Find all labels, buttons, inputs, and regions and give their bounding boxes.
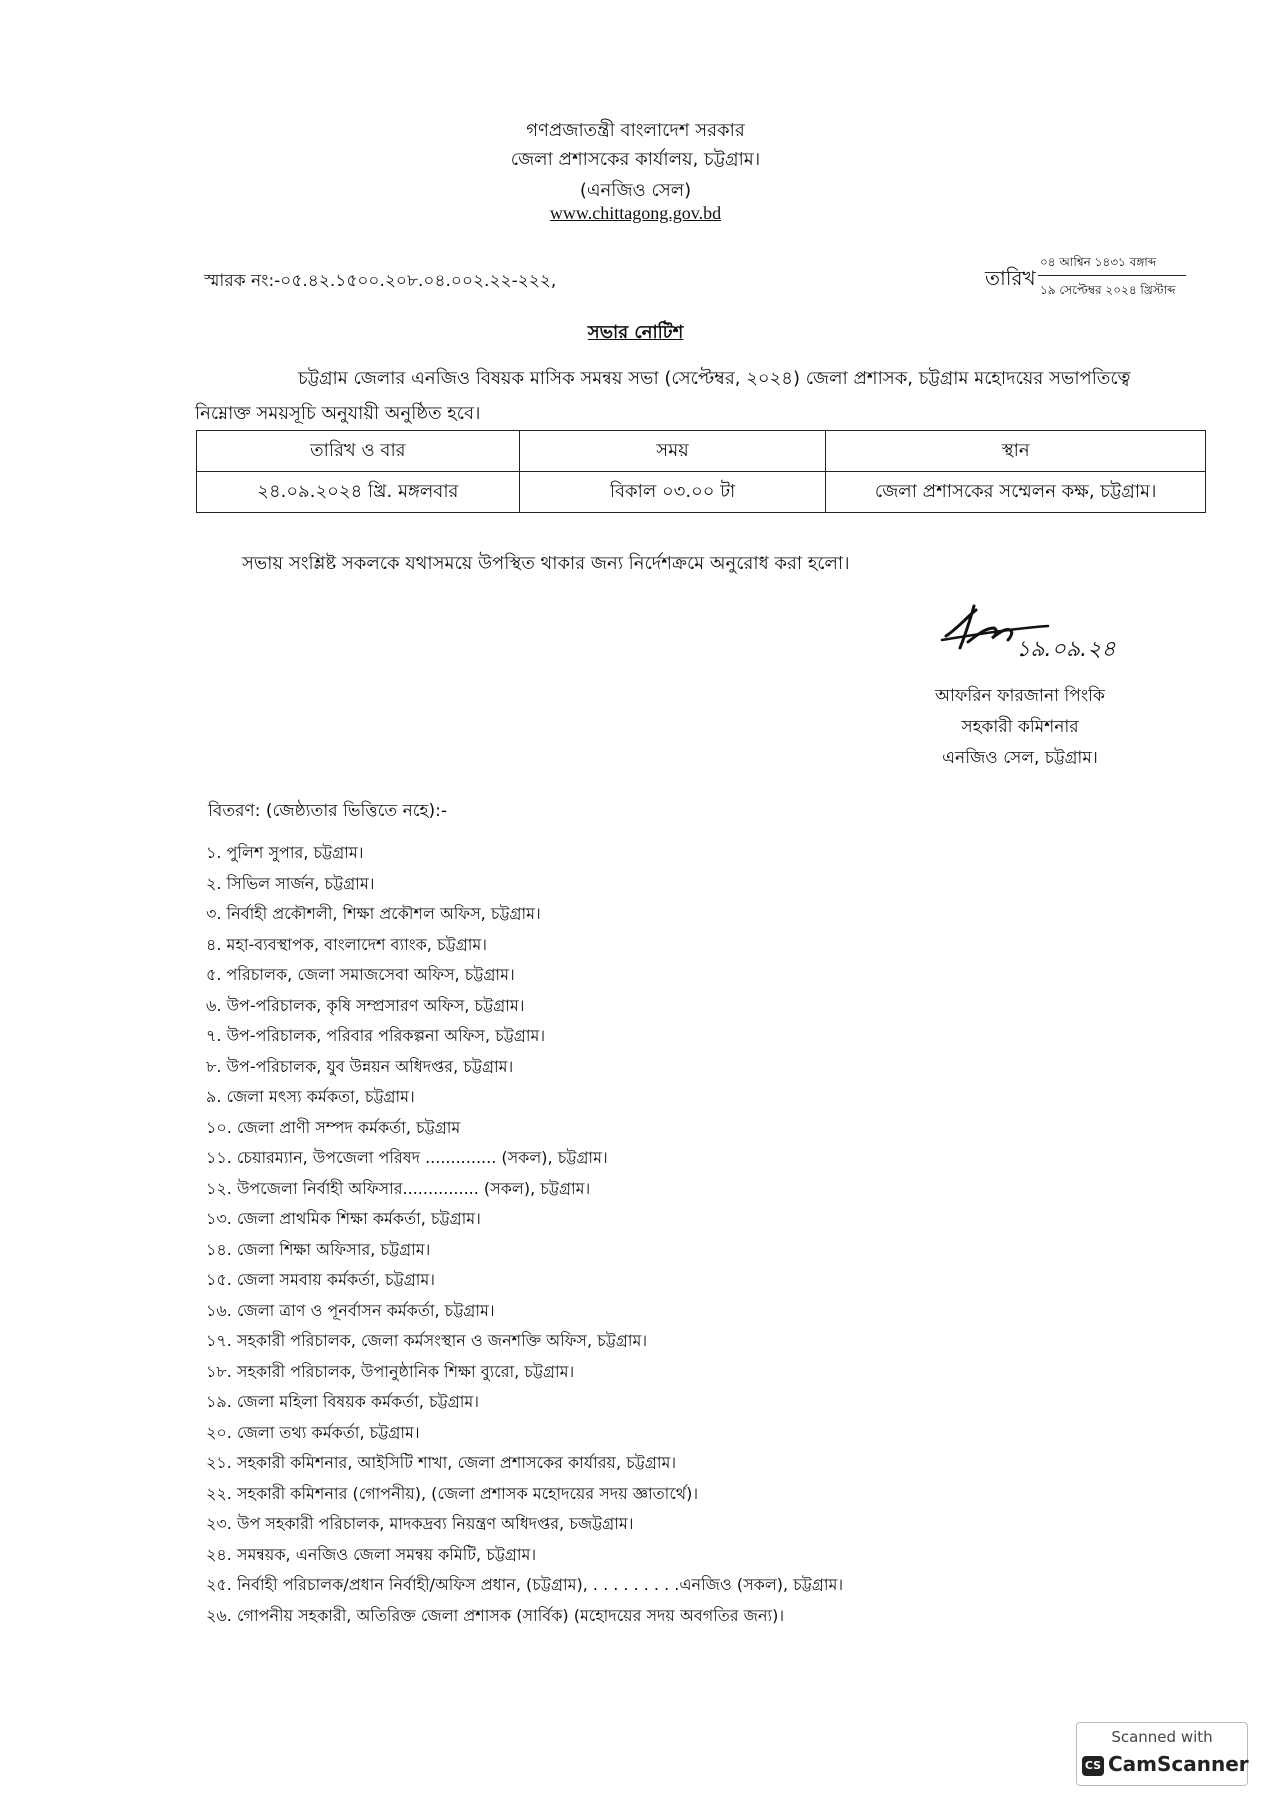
date-bangla: ০৪ আশ্বিন ১৪৩১ বঙ্গাব্দ <box>1040 255 1157 269</box>
camscanner-logo-icon: CS <box>1082 1756 1104 1776</box>
list-item: ১৯. জেলা মহিলা বিষয়ক কর্মকর্তা, চট্টগ্রাম। <box>206 1392 479 1411</box>
list-item: ১৪. জেলা শিক্ষা অফিসার, চট্টগ্রাম। <box>206 1239 431 1259</box>
notice-title-text: সভার নোটিশ <box>587 322 684 343</box>
header-office-name: জেলা প্রশাসকের কার্যালয়, চট্টগ্রাম। <box>510 149 761 170</box>
schedule-header-row <box>197 431 1206 472</box>
list-item: ২১. সহকারী কমিশনার, আইসিটি শাখা, জেলা প্রশাসকের কার্যারয়, চট্টগ্রাম। <box>206 1453 677 1472</box>
schedule-cell-venue: জেলা প্রশাসকের সম্মেলন কক্ষ, চট্টগ্রাম। <box>826 472 1206 513</box>
list-item: ৩. নির্বাহী প্রকৌশলী, শিক্ষা প্রকৌশল অফিস, চট্টগ্রাম। <box>206 904 541 923</box>
schedule-row <box>197 472 1206 513</box>
attendance-request: সভায় সংশ্লিষ্ট সকলকে যথাসময়ে উপস্থিত থাকার জন্য নির্দেশক্রমে অনুরোধ করা হলো। <box>242 553 850 574</box>
list-item: ১. পুলিশ সুপার, চট্টগ্রাম। <box>206 843 364 862</box>
list-item: ২৩. উপ সহকারী পরিচালক, মাদকদ্রব্য নিয়ন্ত্রণ অধিদপ্তর, চজট্টগ্রাম। <box>206 1514 634 1533</box>
list-item: ৪. মহা-ব্যবস্থাপক, বাংলাদেশ ব্যাংক, চট্টগ্রাম। <box>206 934 487 954</box>
list-item: ৬. উপ-পরিচালক, কৃষি সম্প্রসারণ অফিস, চট্টগ্রাম। <box>206 995 525 1015</box>
list-item: ১৮. সহকারী পরিচালক, উপানুষ্ঠানিক শিক্ষা ব্যুরো, চট্টগ্রাম। <box>206 1361 575 1381</box>
scanner-caption: Scanned with <box>1111 1728 1213 1746</box>
list-item: ১৭. সহকারী পরিচালক, জেলা কর্মসংস্থান ও জনশক্তি অফিস, চট্টগ্রাম। <box>206 1331 648 1350</box>
schedule-header-date: তারিখ ও বার <box>197 431 520 472</box>
notice-body-line-1: চট্টগ্রাম জেলার এনজিও বিষয়ক মাসিক সমন্বয় সভা (সেপ্টেম্বর, ২০২৪) জেলা প্রশাসক, চট্টগ্রাম মহোদয়ের সভাপতিত্বে <box>298 368 1131 389</box>
date-label: তারিখ <box>985 266 1036 290</box>
list-item: ৮. উপ-পরিচালক, যুব উন্নয়ন অধিদপ্তর, চট্টগ্রাম। <box>206 1056 514 1076</box>
signatory-office: এনজিও সেল, চট্টগ্রাম। <box>942 748 1098 768</box>
list-item: ৯. জেলা মৎস্য কর্মকতা, চট্টগ্রাম। <box>206 1087 415 1106</box>
header-cell-name: (এনজিও সেল) <box>579 180 692 201</box>
notice-title <box>0 318 1271 349</box>
list-item: ১৬. জেলা ত্রাণ ও পূনর্বাসন কর্মকর্তা, চট্টগ্রাম। <box>206 1300 495 1320</box>
date-divider <box>1038 275 1186 276</box>
list-item: ১৫. জেলা সমবায় কর্মকর্তা, চট্টগ্রাম। <box>206 1270 435 1289</box>
header-government-name: গণপ্রজাতন্ত্রী বাংলাদেশ সরকার <box>526 120 745 141</box>
list-item: ১১. চেয়ারম্যান, উপজেলা পরিষদ .............. (সকল), চট্টগ্রাম। <box>206 1148 608 1167</box>
schedule-cell-time: বিকাল ০৩.০০ টা <box>519 472 826 513</box>
list-item: ১২. উপজেলা নির্বাহী অফিসার............... (সকল), চট্টগ্রাম। <box>206 1178 591 1198</box>
signatory-name: আফরিন ফারজানা পিংকি <box>935 686 1105 706</box>
memo-number: স্মারক নং:-০৫.৪২.১৫০০.২০৮.০৪.০০২.২২-২২২, <box>204 271 557 291</box>
list-item: ২২. সহকারী কমিশনার (গোপনীয়), (জেলা প্রশাসক মহোদয়ের সদয় জ্ঞাতার্থে)। <box>206 1483 699 1503</box>
list-item: ২০. জেলা তথ্য কর্মকর্তা, চট্টগ্রাম। <box>206 1422 420 1442</box>
schedule-header-time: সময় <box>519 431 826 472</box>
schedule-cell-date: ২৪.০৯.২০২৪ খ্রি. মঙ্গলবার <box>197 472 520 513</box>
schedule-header-venue: স্থান <box>826 431 1206 472</box>
list-item: ১০. জেলা প্রাণী সম্পদ কর্মকর্তা, চট্টগ্রাম <box>206 1117 461 1137</box>
schedule-table <box>196 430 1206 513</box>
signatory-designation: সহকারী কমিশনার <box>961 717 1079 737</box>
header-website-link[interactable]: www.chittagong.gov.bd <box>549 203 722 223</box>
list-item: ২. সিভিল সার্জন, চট্টগ্রাম। <box>206 873 375 893</box>
list-item: ১৩. জেলা প্রাথমিক শিক্ষা কর্মকর্তা, চট্টগ্রাম। <box>206 1209 481 1228</box>
list-item: ২৪. সমন্বয়ক, এনজিও জেলা সমন্বয় কমিটি, চট্টগ্রাম। <box>206 1544 537 1564</box>
notice-body-line-2: নিম্নোক্ত সময়সূচি অনুযায়ী অনুষ্ঠিত হবে। <box>195 403 481 424</box>
list-item: ৭. উপ-পরিচালক, পরিবার পরিকল্পনা অফিস, চট্টগ্রাম। <box>206 1026 546 1045</box>
list-item: ৫. পরিচালক, জেলা সমাজসেবা অফিস, চট্টগ্রাম। <box>206 965 515 984</box>
date-english: ১৯ সেপ্টেম্বর ২০২৪ খ্রিস্টাব্দ <box>1040 283 1176 297</box>
distribution-heading: বিতরণ: (জেষ্ঠ্যতার ভিত্তিতে নহে):- <box>208 801 447 821</box>
handwritten-signature <box>938 598 1138 668</box>
list-item: ২৫. নির্বাহী পরিচালক/প্রধান নির্বাহী/অফিস প্রধান, (চট্টগ্রাম), . . . . . . . . .এনজিও (সকল), চট্টগ্রাম। <box>206 1575 844 1594</box>
scanner-brand: CamScanner <box>1108 1752 1249 1776</box>
list-item: ২৬. গোপনীয় সহকারী, অতিরিক্ত জেলা প্রশাসক (সার্বিক) (মহোদয়ের সদয় অবগতির জন্য)। <box>206 1605 785 1625</box>
distribution-list <box>206 838 843 1631</box>
signature-date: ১৯.০৯.২৪ <box>1016 637 1116 662</box>
